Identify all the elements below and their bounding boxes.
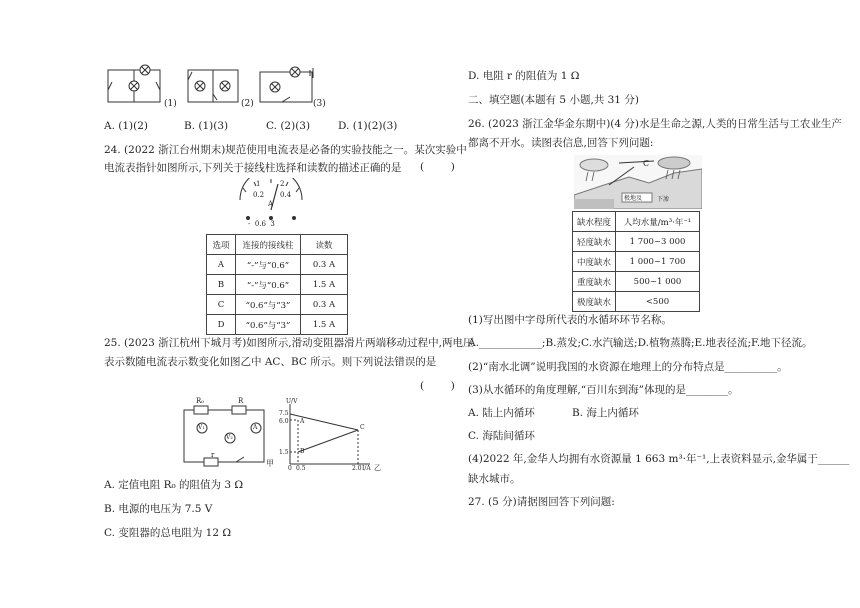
q23-option-a[interactable]: A. (1)(2) <box>104 120 149 132</box>
ammeter-tick-bottom-2: 0.4 <box>280 191 292 199</box>
q24-text-line2: 电流表指针如图所示,下列关于接线柱选择和读数的描述正确的是 <box>104 162 402 174</box>
table-cell: <500 <box>616 292 700 312</box>
table-header: 选项 <box>207 235 236 255</box>
q25-text-line2: 表示数随电流表示数变化如图乙中 AC、BC 所示。则下列说法错误的是 <box>104 356 437 368</box>
q26-4-continuation: 缺水城市。 <box>468 473 521 485</box>
q23-option-c[interactable]: C. (2)(3) <box>266 120 311 132</box>
table-header: 连接的接线柱 <box>236 235 301 255</box>
ammeter-unit: A <box>268 200 274 208</box>
table-header: 读数 <box>301 235 348 255</box>
graph-label-yi: 乙 <box>374 464 381 472</box>
graph-xtick-0: 0 <box>288 465 292 472</box>
graph-point-c: C <box>360 424 365 431</box>
circuit-label-r-small: r <box>211 451 215 459</box>
ammeter-tick-top-2: 2 <box>280 180 285 188</box>
q24-options-table <box>206 234 348 335</box>
table-cell: 1.5 A <box>301 275 348 295</box>
table-cell: 1.5 A <box>301 315 348 335</box>
q25-graph <box>284 400 374 472</box>
fig-label-1: (1) <box>164 99 177 109</box>
water-cycle-label-infiltration: 下渗 <box>657 196 670 203</box>
table-cell: D <box>207 315 236 335</box>
table-header: 缺水程度 <box>573 212 616 232</box>
ammeter-terminals: - 0.6 3 <box>248 220 275 228</box>
table-cell: 1 000~1 700 <box>616 252 700 272</box>
table-header: 人均水量/m³·年⁻¹ <box>616 212 700 232</box>
graph-point-b: B <box>300 448 305 455</box>
table-cell: “-”与“0.6” <box>236 255 301 275</box>
q25-answer-paren[interactable]: ( ) <box>420 380 455 392</box>
q23-option-d[interactable]: D. (1)(2)(3) <box>338 120 398 132</box>
q25-option-c[interactable]: C. 变阻器的总电阻为 12 Ω <box>104 527 232 539</box>
table-cell: 轻度缺水 <box>573 232 616 252</box>
ammeter-tick-bottom-1: 0.2 <box>253 191 265 199</box>
table-cell: A <box>207 255 236 275</box>
q26-1-blank-line[interactable]: A.____________;B.蒸发;C.水汽输送;D.植物蒸腾;E.地表径流;F.地下径流。 <box>468 337 813 349</box>
table-row <box>207 295 348 315</box>
table-row <box>207 275 348 295</box>
graph-ytick-7-5: 7.5 <box>279 410 289 417</box>
q25-option-b[interactable]: B. 电源的电压为 7.5 V <box>104 503 213 515</box>
q27-prompt: 27. (5 分)请据图回答下列问题: <box>468 496 615 508</box>
q25-text-line1: 25. (2023 浙江杭州下城月考)如图所示,滑动变阻器滑片两端移动过程中,两电压 <box>104 337 474 349</box>
table-cell: 极度缺水 <box>573 292 616 312</box>
table-cell: 0.3 A <box>301 295 348 315</box>
circuit-label-r: R <box>238 397 244 405</box>
fig-label-jia: 甲 <box>266 459 274 468</box>
table-row <box>207 315 348 335</box>
table-cell: C <box>207 295 236 315</box>
ammeter-tick-top-1: 1 <box>256 180 261 188</box>
q25-option-a[interactable]: A. 定值电阻 R₀ 的阻值为 3 Ω <box>104 479 244 491</box>
q25-circuit-figure <box>180 398 270 470</box>
table-cell: “0.6”与“3” <box>236 315 301 335</box>
q26-3-option-a[interactable]: A. 陆上内循环 <box>468 407 535 419</box>
water-cycle-label-c: C <box>643 159 650 168</box>
table-row <box>573 292 700 312</box>
graph-xtick-0-5: 0.5 <box>296 465 306 472</box>
q26-2-blank-line[interactable]: (2)“南水北调”说明我国的水资源在地理上的分布特点是__________。 <box>468 361 788 373</box>
table-cell: 500~1 000 <box>616 272 700 292</box>
table-cell: B <box>207 275 236 295</box>
circuit-label-r0: R₀ <box>196 397 205 405</box>
table-row <box>207 255 348 275</box>
table-cell: 1 700~3 000 <box>616 232 700 252</box>
table-cell: 0.3 A <box>301 255 348 275</box>
table-row <box>573 232 700 252</box>
q24-answer-paren[interactable]: ( ) <box>420 161 455 173</box>
table-row <box>573 272 700 292</box>
q26-text-line2: 都离不开水。读图表信息,回答下列问题: <box>468 137 654 149</box>
q26-4-blank-line[interactable]: (4)2022 年,金华人均拥有水资源量 1 663 m³·年⁻¹,上表资料显示,金华属于______ <box>468 453 850 465</box>
fig-label-2: (2) <box>241 99 254 109</box>
water-scarcity-table <box>572 211 700 312</box>
graph-xlabel: I/A <box>362 465 371 472</box>
graph-point-a: A <box>300 418 305 425</box>
graph-ylabel: U/V <box>286 398 298 405</box>
q26-3-blank-line[interactable]: (3)从水循环的角度理解,“百川东到海”体现的是________。 <box>468 384 739 396</box>
graph-ytick-6-0: 6.0 <box>279 418 289 425</box>
q23-option-b[interactable]: B. (1)(3) <box>184 120 229 132</box>
water-cycle-label-polar: 极地及 <box>624 195 643 202</box>
circuit-label-v1: V₁ <box>198 424 205 431</box>
q23-circuit-figures <box>100 62 330 112</box>
q24-text-line1: 24. (2022 浙江台州期末)规范使用电流表是必备的实验技能之一。某次实验中 <box>104 144 467 156</box>
q25-option-d[interactable]: D. 电阻 r 的阻值为 1 Ω <box>468 70 580 82</box>
q26-3-option-c[interactable]: C. 海陆间循环 <box>468 430 535 442</box>
table-cell: “0.6”与“3” <box>236 295 301 315</box>
q26-text-line1: 26. (2023 浙江金华金东期中)(4 分)水是生命之源,人类的日常生活与工农业生产 <box>468 118 842 130</box>
graph-xtick-2-0: 2.0 <box>352 465 362 472</box>
circuit-label-ammeter: A <box>253 424 258 431</box>
q26-3-option-b[interactable]: B. 海上内循环 <box>572 407 639 419</box>
table-cell: 重度缺水 <box>573 272 616 292</box>
fig-label-3: (3) <box>313 99 326 109</box>
table-cell: 中度缺水 <box>573 252 616 272</box>
table-row <box>573 252 700 272</box>
circuit-label-v2: V₂ <box>226 434 233 441</box>
graph-ytick-1-5: 1.5 <box>279 449 289 456</box>
table-cell: “-”与“0.6” <box>236 275 301 295</box>
q26-1-prompt: (1)写出图中字母所代表的水循环环节名称。 <box>468 314 672 326</box>
section-title-fill-blank: 二、填空题(本题有 5 小题,共 31 分) <box>468 94 639 106</box>
